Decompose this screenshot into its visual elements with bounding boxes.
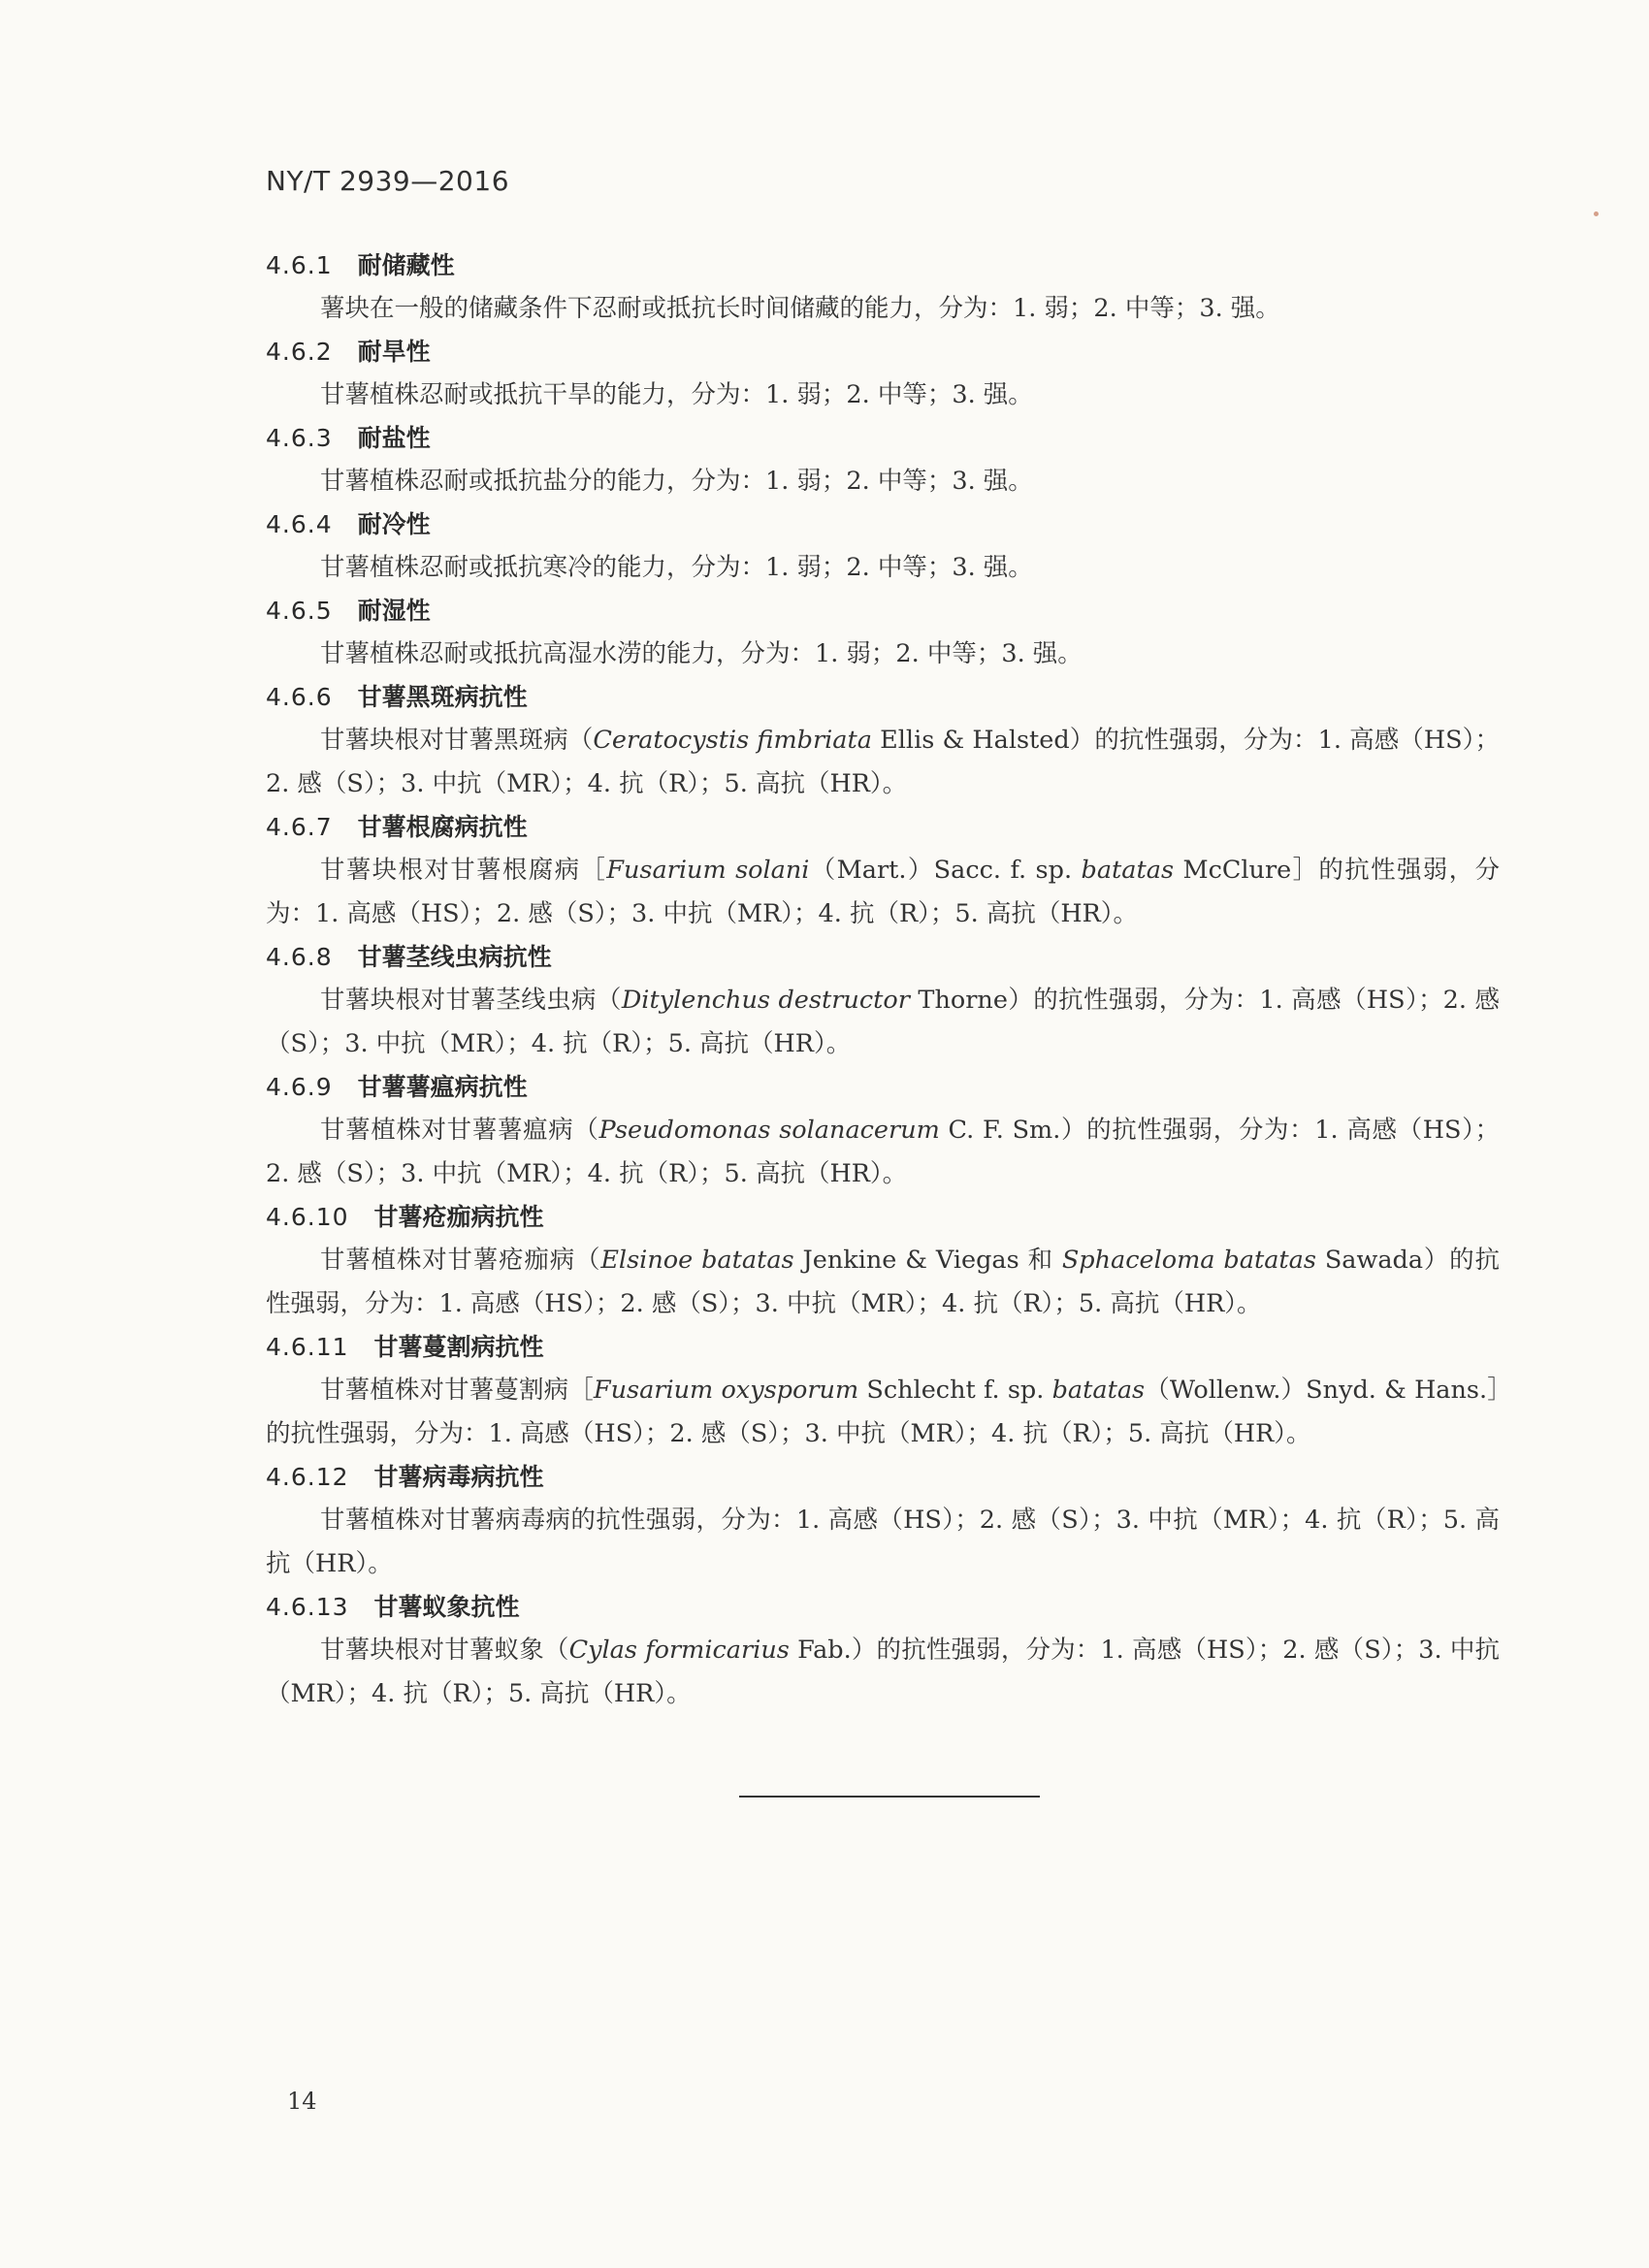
section-number: 4.6.8 [266, 943, 333, 971]
text-run: 甘薯块根对甘薯茎线虫病（ [320, 986, 622, 1015]
section-heading [266, 331, 1500, 373]
text-run: McClure］的抗性强弱，分为：1. 高感（HS）；2. 感（S）；3. 中抗（MR）；4. 抗（R）；5. 高抗（HR）。 [266, 856, 1500, 928]
text-run: C. F. Sm.）的抗性强弱，分为：1. 高感（HS）；2. 感（S）；3. 中抗（MR）；4. 抗（R）；5. 高抗（HR）。 [266, 1116, 1500, 1188]
section-4-6-1 [266, 244, 1500, 331]
section-text [266, 1629, 1500, 1716]
section-number: 4.6.1 [266, 251, 333, 279]
species-name: Ditylenchus destructor [621, 986, 910, 1015]
section-4-6-2 [266, 331, 1500, 417]
section-heading [266, 1326, 1500, 1369]
species-name: Elsinoe batatas [600, 1246, 794, 1275]
section-title: 耐盐性 [357, 424, 431, 452]
section-title: 耐冷性 [357, 510, 431, 538]
text-run: 甘薯植株忍耐或抵抗高湿水涝的能力，分为：1. 弱；2. 中等；3. 强。 [320, 639, 1083, 668]
section-4-6-12 [266, 1456, 1500, 1586]
section-title: 耐储藏性 [357, 251, 455, 279]
text-run: Sawada）的抗性强弱，分为：1. 高感（HS）；2. 感（S）；3. 中抗（MR）；4. 抗（R）；5. 高抗（HR）。 [266, 1246, 1500, 1318]
text-run: （Wollenw.）Snyd. & Hans.］的抗性强弱，分为：1. 高感（HS）；2. 感（S）；3. 中抗（MR）；4. 抗（R）；5. 高抗（HR）。 [266, 1376, 1500, 1448]
text-run: 薯块在一般的储藏条件下忍耐或抵抗长时间储藏的能力，分为：1. 弱；2. 中等；3. 强。 [320, 294, 1280, 323]
species-name: Cylas formicarius [568, 1636, 790, 1665]
section-title: 甘薯病毒病抗性 [373, 1463, 544, 1491]
section-number: 4.6.11 [266, 1333, 349, 1361]
section-title: 甘薯黑斑病抗性 [357, 683, 528, 711]
section-title: 甘薯茎线虫病抗性 [357, 943, 552, 971]
section-heading [266, 503, 1500, 546]
section-heading [266, 1586, 1500, 1629]
section-text [266, 546, 1500, 590]
text-run: 甘薯植株对甘薯疮痂病（ [320, 1246, 601, 1275]
text-run: Thorne）的抗性强弱，分为：1. 高感（HS）；2. 感（S）；3. 中抗（MR）；4. 抗（R）；5. 高抗（HR）。 [266, 986, 1500, 1058]
section-heading [266, 590, 1500, 632]
text-run: 甘薯块根对甘薯黑斑病（ [320, 726, 594, 755]
section-4-6-5 [266, 590, 1500, 676]
section-number: 4.6.7 [266, 813, 333, 841]
section-number: 4.6.2 [266, 338, 333, 366]
section-number: 4.6.9 [266, 1073, 333, 1101]
text-run: （Mart.）Sacc. f. sp. [809, 856, 1082, 885]
section-heading [266, 806, 1500, 849]
section-title: 耐湿性 [357, 597, 431, 625]
section-title: 甘薯薯瘟病抗性 [357, 1073, 528, 1101]
section-text [266, 849, 1500, 936]
section-text [266, 1369, 1500, 1456]
section-number: 4.6.4 [266, 510, 333, 538]
text-run: 甘薯植株对甘薯薯瘟病（ [320, 1116, 599, 1145]
section-4-6-10 [266, 1196, 1500, 1326]
text-run: 甘薯块根对甘薯蚁象（ [320, 1636, 569, 1665]
text-run: Fab.）的抗性强弱，分为：1. 高感（HS）；2. 感（S）；3. 中抗（MR）；4. 抗（R）；5. 高抗（HR）。 [266, 1636, 1500, 1708]
section-heading [266, 1196, 1500, 1239]
section-4-6-9 [266, 1066, 1500, 1196]
scan-speck [1594, 211, 1599, 216]
section-heading [266, 676, 1500, 719]
end-rule [739, 1796, 1040, 1798]
section-4-6-6 [266, 676, 1500, 806]
text-run: 甘薯植株忍耐或抵抗干旱的能力，分为：1. 弱；2. 中等；3. 强。 [320, 380, 1033, 409]
section-4-6-4 [266, 503, 1500, 590]
section-heading [266, 936, 1500, 979]
section-text [266, 373, 1500, 417]
text-run: 甘薯植株对甘薯病毒病的抗性强弱，分为：1. 高感（HS）；2. 感（S）；3. 中抗（MR）；4. 抗（R）；5. 高抗（HR）。 [266, 1506, 1500, 1578]
species-name: Sphaceloma batatas [1061, 1246, 1316, 1275]
section-text [266, 632, 1500, 676]
section-text [266, 460, 1500, 503]
section-heading [266, 1066, 1500, 1109]
section-title: 甘薯蚁象抗性 [373, 1593, 520, 1621]
species-name: Pseudomonas solanacerum [598, 1116, 940, 1145]
section-number: 4.6.13 [266, 1593, 349, 1621]
section-text [266, 1109, 1500, 1196]
document-code-header: NY/T 2939—2016 [266, 165, 510, 197]
text-run: 甘薯块根对甘薯根腐病［ [320, 856, 607, 885]
section-4-6-7 [266, 806, 1500, 936]
document-body [266, 244, 1500, 1716]
text-run: Schlecht f. sp. [858, 1376, 1052, 1405]
text-run: Jenkine & Viegas 和 [793, 1246, 1062, 1275]
text-run: 甘薯植株对甘薯蔓割病［ [320, 1376, 594, 1405]
species-name: batatas [1051, 1376, 1146, 1405]
section-number: 4.6.5 [266, 597, 333, 625]
species-name: batatas [1081, 856, 1175, 885]
text-run: Ellis & Halsted）的抗性强弱，分为：1. 高感（HS）；2. 感（S）；3. 中抗（MR）；4. 抗（R）；5. 高抗（HR）。 [266, 726, 1500, 798]
section-heading [266, 244, 1500, 287]
species-name: Fusarium oxysporum [593, 1376, 859, 1405]
section-4-6-8 [266, 936, 1500, 1066]
section-text [266, 1239, 1500, 1326]
species-name: Fusarium solani [606, 856, 810, 885]
section-number: 4.6.6 [266, 683, 333, 711]
section-title: 甘薯根腐病抗性 [357, 813, 528, 841]
section-number: 4.6.10 [266, 1203, 349, 1231]
section-text [266, 719, 1500, 806]
page-number: 14 [287, 2088, 317, 2115]
section-number: 4.6.3 [266, 424, 333, 452]
section-text [266, 287, 1500, 331]
section-4-6-13 [266, 1586, 1500, 1716]
text-run: 甘薯植株忍耐或抵抗盐分的能力，分为：1. 弱；2. 中等；3. 强。 [320, 467, 1033, 496]
section-text [266, 1499, 1500, 1586]
species-name: Ceratocystis fimbriata [593, 726, 872, 755]
section-title: 甘薯蔓割病抗性 [373, 1333, 544, 1361]
text-run: 甘薯植株忍耐或抵抗寒冷的能力，分为：1. 弱；2. 中等；3. 强。 [320, 553, 1033, 582]
section-text [266, 979, 1500, 1066]
section-title: 耐旱性 [357, 338, 431, 366]
section-title: 甘薯疮痂病抗性 [373, 1203, 544, 1231]
section-heading [266, 1456, 1500, 1499]
section-4-6-3 [266, 417, 1500, 503]
section-4-6-11 [266, 1326, 1500, 1456]
section-number: 4.6.12 [266, 1463, 349, 1491]
section-heading [266, 417, 1500, 460]
